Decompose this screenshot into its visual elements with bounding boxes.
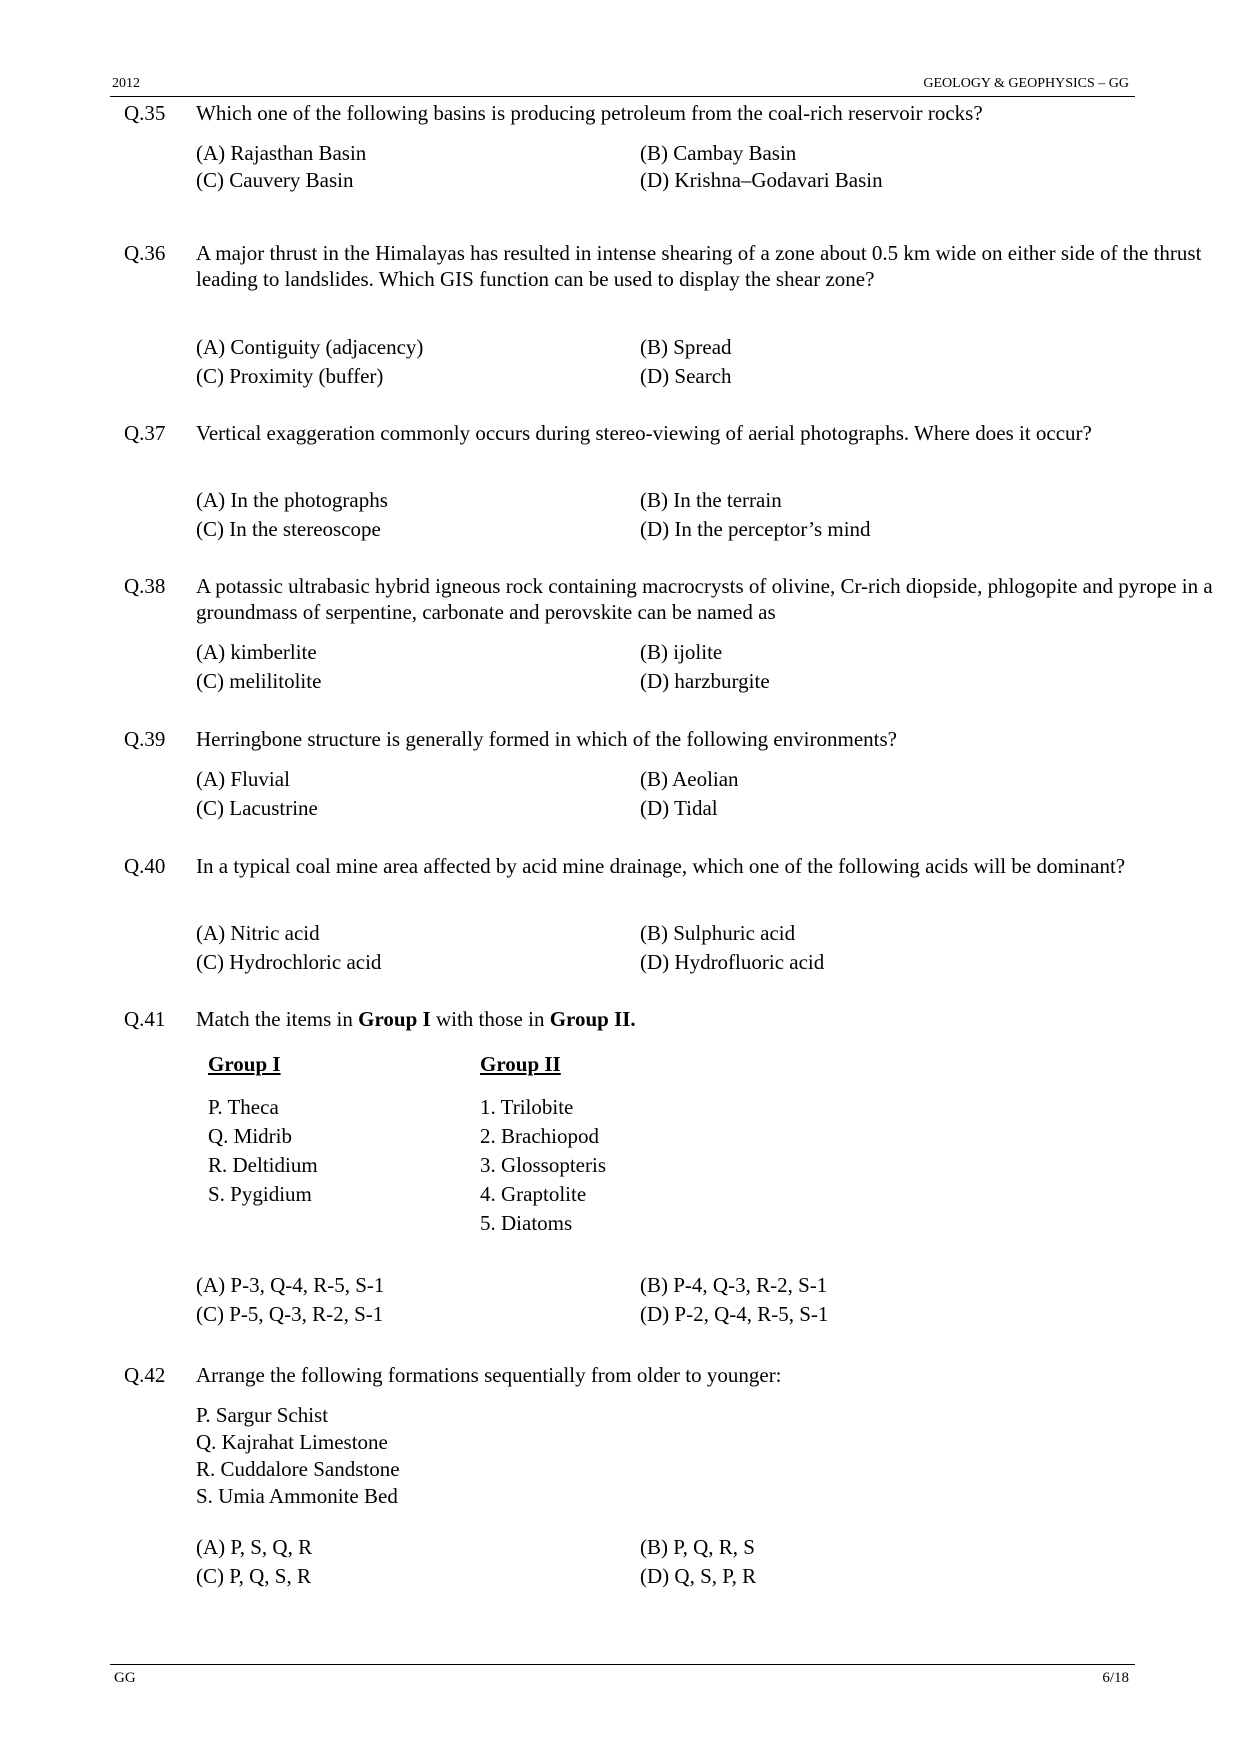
- option-b: (B) Spread: [640, 335, 732, 359]
- option-d: (D) Q, S, P, R: [640, 1564, 757, 1588]
- option-a: (A) Fluvial: [196, 767, 290, 791]
- page-header: [110, 76, 1135, 97]
- option-c: (C) Lacustrine: [196, 796, 318, 820]
- question-text: Herringbone structure is generally formed in which of the following environments?: [196, 727, 897, 751]
- option-b: (B) Aeolian: [640, 767, 739, 791]
- option-d: (D) P-2, Q-4, R-5, S-1: [640, 1302, 829, 1326]
- question-text: In a typical coal mine area affected by acid mine drainage, which one of the following acids will be dominant?: [196, 854, 1126, 878]
- question-number: Q.42: [124, 1363, 166, 1387]
- header-subject: GEOLOGY & GEOPHYSICS – GG: [923, 76, 1129, 91]
- group-2-item: 4. Graptolite: [480, 1182, 587, 1206]
- option-d: (D) Search: [640, 364, 732, 388]
- option-b: (B) ijolite: [640, 640, 723, 664]
- question-number: Q.40: [124, 854, 166, 878]
- option-a: (A) kimberlite: [196, 640, 317, 664]
- option-d: (D) Tidal: [640, 796, 718, 820]
- group-1-item: S. Pygidium: [208, 1182, 312, 1206]
- formation-item: Q. Kajrahat Limestone: [196, 1430, 388, 1454]
- question-number: Q.41: [124, 1007, 166, 1031]
- question-number: Q.38: [124, 574, 166, 598]
- option-c: (C) melilitolite: [196, 669, 322, 693]
- question-text: Which one of the following basins is producing petroleum from the coal-rich reservoir rocks?: [196, 101, 983, 125]
- option-c: (C) In the stereoscope: [196, 517, 381, 541]
- question-text: Arrange the following formations sequentially from older to younger:: [196, 1363, 782, 1387]
- group-1: [208, 1050, 318, 1209]
- page-number: 6/18: [1102, 1670, 1129, 1686]
- formation-item: P. Sargur Schist: [196, 1403, 329, 1427]
- option-c: (C) Hydrochloric acid: [196, 950, 382, 974]
- option-b: (B) Cambay Basin: [640, 141, 797, 165]
- option-a: (A) P, S, Q, R: [196, 1535, 313, 1559]
- formation-item: R. Cuddalore Sandstone: [196, 1457, 400, 1481]
- option-b: (B) P, Q, R, S: [640, 1535, 755, 1559]
- option-a: (A) Nitric acid: [196, 921, 320, 945]
- option-d: (D) In the perceptor’s mind: [640, 517, 871, 541]
- group-2-item: 5. Diatoms: [480, 1211, 573, 1235]
- question-text: A potassic ultrabasic hybrid igneous rock containing macrocrysts of olivine, Cr-rich diopside, phlogopite and pyrope in a groundmass of serpentine, carbonate and perovskite can be named as: [196, 574, 1213, 624]
- question-text: A major thrust in the Himalayas has resulted in intense shearing of a zone about 0.5 km wide on either side of the thrust leading to landslides. Which GIS function can be used to display the shear zone?: [196, 241, 1202, 291]
- option-a: (A) Contiguity (adjacency): [196, 335, 424, 359]
- question-number: Q.35: [124, 101, 166, 125]
- option-a: (A) Rajasthan Basin: [196, 141, 367, 165]
- question-text: Vertical exaggeration commonly occurs during stereo-viewing of aerial photographs. Where does it occur?: [196, 421, 1092, 445]
- option-a: (A) In the photographs: [196, 488, 388, 512]
- group-2: [480, 1050, 606, 1238]
- option-c: (C) Proximity (buffer): [196, 364, 384, 388]
- option-b: (B) In the terrain: [640, 488, 782, 512]
- group-1-item: P. Theca: [208, 1095, 279, 1119]
- group-2-title: Group II: [480, 1052, 561, 1076]
- formation-list: [196, 1402, 400, 1510]
- option-c: (C) P, Q, S, R: [196, 1564, 311, 1588]
- group-2-item: 1. Trilobite: [480, 1095, 574, 1119]
- option-d: (D) harzburgite: [640, 669, 770, 693]
- option-b: (B) Sulphuric acid: [640, 921, 796, 945]
- option-a: (A) P-3, Q-4, R-5, S-1: [196, 1273, 385, 1297]
- footer-rule: [110, 1664, 1135, 1665]
- group-2-item: 3. Glossopteris: [480, 1153, 606, 1177]
- option-c: (C) Cauvery Basin: [196, 168, 354, 192]
- group-1-item: R. Deltidium: [208, 1153, 318, 1177]
- group-2-item: 2. Brachiopod: [480, 1124, 599, 1148]
- question-number: Q.39: [124, 727, 166, 751]
- option-b: (B) P-4, Q-3, R-2, S-1: [640, 1273, 828, 1297]
- question-text: Match the items in Group I with those in Group II.: [196, 1007, 636, 1031]
- option-c: (C) P-5, Q-3, R-2, S-1: [196, 1302, 384, 1326]
- formation-item: S. Umia Ammonite Bed: [196, 1484, 398, 1508]
- option-d: (D) Krishna–Godavari Basin: [640, 168, 883, 192]
- footer-code: GG: [114, 1670, 136, 1686]
- question-number: Q.37: [124, 421, 166, 445]
- header-year: 2012: [112, 76, 140, 91]
- question-number: Q.36: [124, 241, 166, 265]
- group-1-item: Q. Midrib: [208, 1124, 292, 1148]
- group-1-title: Group I: [208, 1052, 281, 1076]
- option-d: (D) Hydrofluoric acid: [640, 950, 825, 974]
